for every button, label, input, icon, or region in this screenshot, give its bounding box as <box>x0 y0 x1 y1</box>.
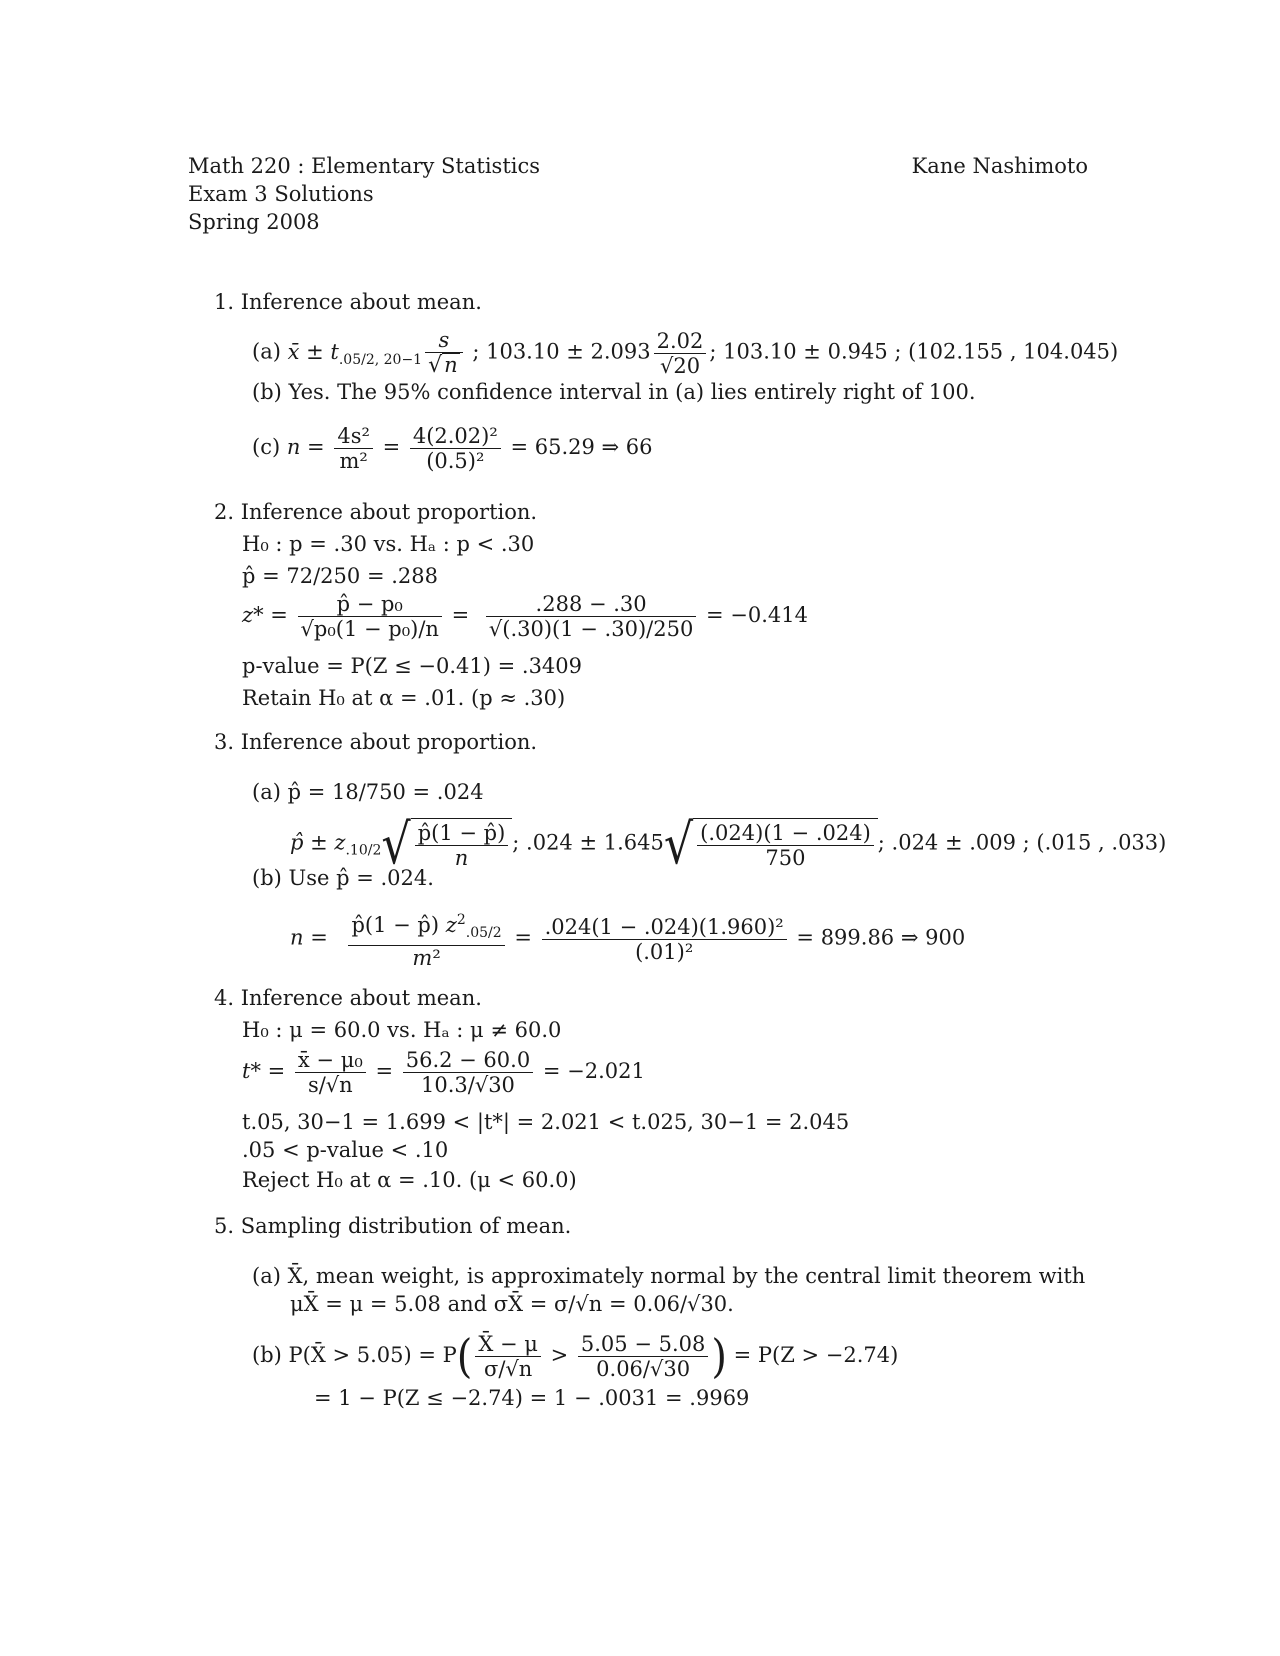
part-label: (b) <box>252 1343 282 1367</box>
ci-result: ; .024 ± .009 ; (.015 , .033) <box>877 830 1167 855</box>
frac-1: $\frac{\text{4s²}}{\text{m²}}$ <box>334 424 373 473</box>
problem-3b <box>252 864 434 892</box>
term: Spring 2008 <box>188 210 320 234</box>
part-label: (a) <box>252 780 281 804</box>
answer-text: Yes. The 95% confidence interval in (a) lies entirely right of 100. <box>288 380 976 404</box>
ci-proportion: p̂ ± $z_{.10/2}√$ $\frac{p̂(1 - p̂)}{n}$ ; .024 ± 1.645√ $\frac{(.024)(1 - .024)}{750}$ ; .024 ± .009 ; (.015 , .033) <box>290 811 1167 877</box>
probability-z: = P(Z > −2.74) <box>733 1343 899 1367</box>
part-label: (a) <box>252 1264 281 1288</box>
decision: Reject H₀ at α = .10. (μ < 60.0) <box>242 1168 577 1192</box>
frac-b: $\frac{2.02}{√20}$ <box>654 329 707 378</box>
frac-1: $\frac{p̂(1 - p̂) z^2_{.05/2}}{\text{m²}}$ <box>348 908 504 970</box>
problem-1b <box>252 378 976 406</box>
frac-1: $\frac{\text{x̄ − μ₀}}{s/√n}$ <box>295 1048 366 1097</box>
t-result: = −2.021 <box>542 1059 645 1083</box>
problem-2-title: 2. Inference about proportion. <box>214 500 538 524</box>
problem-5b: (b) P(X̄ > 5.05) = P( $\frac{X̄ - \mu}{\sigma/√n}$ > $\frac{5.05 - 5.08}{0.06/√30}$ ) = P(Z > −2.74) <box>252 1330 899 1383</box>
decision: Retain H₀ at α = .01. (p ≈ .30) <box>242 686 566 710</box>
z-statistic: z* = $\frac{\text{p̂ − p₀}}{\text{√p₀(1 − p₀)/n}}$ = $\frac{.288 - .30}{√(.30)(1 - .30)/250}$ = −0.414 <box>242 592 808 641</box>
probability-lead: P(X̄ > 5.05) = P <box>288 1343 457 1367</box>
frac-1: $\frac{\text{p̂ − p₀}}{\text{√p₀(1 − p₀)/n}}$ <box>298 592 442 641</box>
problem-5a-line2: μX̄ = μ = 5.08 and σX̄ = σ/√n = 0.06/√30. <box>290 1292 734 1316</box>
problem-5a <box>252 1262 1085 1290</box>
course-title: Math 220 : Elementary Statistics <box>188 154 541 178</box>
answer-text: X̄, mean weight, is approximately normal by the central limit theorem with <box>287 1264 1086 1288</box>
p-value: .05 < p-value < .10 <box>242 1138 449 1162</box>
author-name: Kane Nashimoto <box>911 154 1088 178</box>
z-result: = −0.414 <box>706 603 808 627</box>
frac-2: $\frac{.288 - .30}{√(.30)(1 - .30)/250}$ <box>486 592 696 641</box>
frac-2: $\frac{5.05 - 5.08}{0.06/√30}$ <box>578 1332 708 1381</box>
problem-3-title: 3. Inference about proportion. <box>214 730 538 754</box>
hypotheses: H₀ : μ = 60.0 vs. Hₐ : μ ≠ 60.0 <box>242 1018 562 1042</box>
frac-2: $\frac{56.2 - 60.0}{10.3/√30}$ <box>403 1048 533 1097</box>
frac-1: $\frac{X̄ - \mu}{\sigma/√n}$ <box>475 1332 541 1381</box>
problem-1-title: 1. Inference about mean. <box>214 290 482 314</box>
ci-result: ; 103.10 ± 0.945 ; (102.155 , 104.045) <box>709 339 1119 364</box>
sample-size-formula: n = $\frac{p̂(1 - p̂) z^2_{.05/2}}{\text{m²}}$ = $\frac{\text{.024(1 − .024)(1.960)²}}{\text{(.01)²}}$ = 899.86 ⇒ 900 <box>290 908 965 970</box>
problem-3a <box>252 778 484 806</box>
problem-1a <box>252 328 1118 378</box>
problem-5-title: 5. Sampling distribution of mean. <box>214 1214 572 1238</box>
part-label: (a) <box>252 339 281 364</box>
frac-2: $\frac{\text{4(2.02)²}}{\text{(0.5)²}}$ <box>410 424 501 473</box>
exam-title: Exam 3 Solutions <box>188 182 374 206</box>
hypotheses: H₀ : p = .30 vs. Hₐ : p < .30 <box>242 532 535 556</box>
sample-size-result: = 899.86 ⇒ 900 <box>796 925 966 950</box>
ci-mid: ; .024 ± 1.645 <box>512 830 664 855</box>
critical-values: t.05, 30−1 = 1.699 < |t*| = 2.021 < t.025, 30−1 = 2.045 <box>242 1110 850 1134</box>
t-statistic: t* = $\frac{\text{x̄ − μ₀}}{s/√n}$ = $\frac{56.2 - 60.0}{10.3/√30}$ = −2.021 <box>242 1048 645 1097</box>
part-label: (c) <box>252 435 281 459</box>
problem-1c: (c) n = $\frac{\text{4s²}}{\text{m²}}$ = $\frac{\text{4(2.02)²}}{\text{(0.5)²}}$ = 65.29 ⇒ 66 <box>252 424 653 473</box>
use-p-hat: Use p̂ = .024. <box>288 866 434 890</box>
p-value: p-value = P(Z ≤ −0.41) = .3409 <box>242 654 583 678</box>
probability-result: = 1 − P(Z ≤ −2.74) = 1 − .0031 = .9969 <box>314 1386 750 1410</box>
expr-a: ; 103.10 ± 2.093 <box>472 339 651 364</box>
sample-size-result: = 65.29 ⇒ 66 <box>510 435 653 459</box>
p-hat: p̂ = 72/250 = .288 <box>242 564 438 588</box>
frac-2: $\frac{\text{.024(1 − .024)(1.960)²}}{\text{(.01)²}}$ <box>542 915 787 964</box>
part-label: (b) <box>252 866 282 890</box>
formula-ci: x̄ ± $t_{.05/2, 20-1}$ $\frac{s}{√n}$ <box>288 340 466 364</box>
problem-4-title: 4. Inference about mean. <box>214 986 482 1010</box>
header-left <box>188 152 540 236</box>
part-label: (b) <box>252 380 282 404</box>
p-hat: p̂ = 18/750 = .024 <box>287 780 484 804</box>
